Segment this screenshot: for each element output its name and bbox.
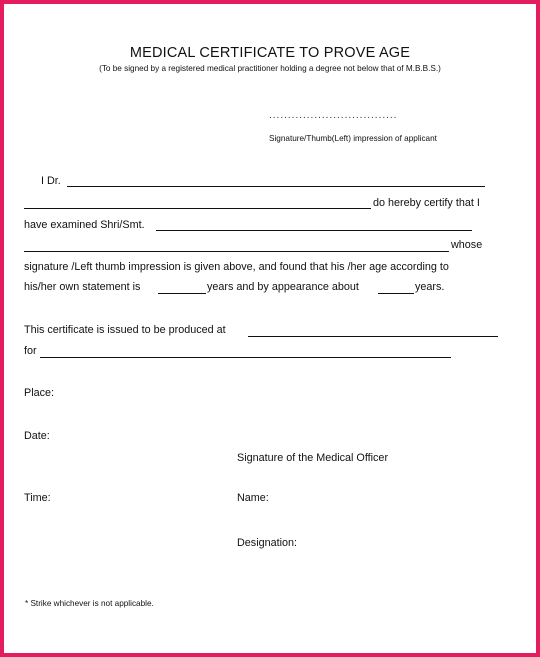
applicant-signature-dots: .................................. <box>269 110 398 121</box>
certify-text: do hereby certify that I <box>373 197 480 209</box>
page-title: MEDICAL CERTIFICATE TO PROVE AGE <box>129 45 411 61</box>
years-suffix: years. <box>415 281 445 293</box>
time-label: Time: <box>24 492 51 504</box>
dr-label: I Dr. <box>41 175 61 187</box>
age-statement-field[interactable] <box>158 293 206 294</box>
officer-name-label: Name: <box>237 492 269 504</box>
page-subtitle: (To be signed by a registered medical practitioner holding a degree not below that of M.B.B.S.) <box>99 64 441 73</box>
medical-officer-signature-label: Signature of the Medical Officer <box>237 452 389 464</box>
purpose-field[interactable] <box>40 357 451 358</box>
years-by-appearance-text: years and by appearance about <box>207 281 359 293</box>
doctor-name-continued-field[interactable] <box>24 208 371 209</box>
age-appearance-field[interactable] <box>378 293 414 294</box>
patient-name-continued-field[interactable] <box>24 251 449 252</box>
applicant-signature-label: Signature/Thumb(Left) impression of applicant <box>269 134 437 143</box>
patient-name-field[interactable] <box>156 230 472 231</box>
for-label: for <box>24 345 37 357</box>
place-label: Place: <box>24 387 55 399</box>
examined-label: have examined Shri/Smt. <box>24 219 145 231</box>
officer-designation-label: Designation: <box>237 537 298 549</box>
certificate-page <box>4 4 536 653</box>
own-statement-prefix: his/her own statement is <box>24 281 141 293</box>
footnote: * Strike whichever is not applicable. <box>25 599 154 608</box>
doctor-name-field[interactable] <box>67 186 485 187</box>
statement-text: signature /Left thumb impression is given above, and found that his /her age according to <box>24 261 449 273</box>
date-label: Date: <box>24 430 50 442</box>
whose-text: whose <box>451 239 483 251</box>
produced-at-field[interactable] <box>248 336 498 337</box>
issued-text: This certificate is issued to be produced at <box>24 324 226 336</box>
